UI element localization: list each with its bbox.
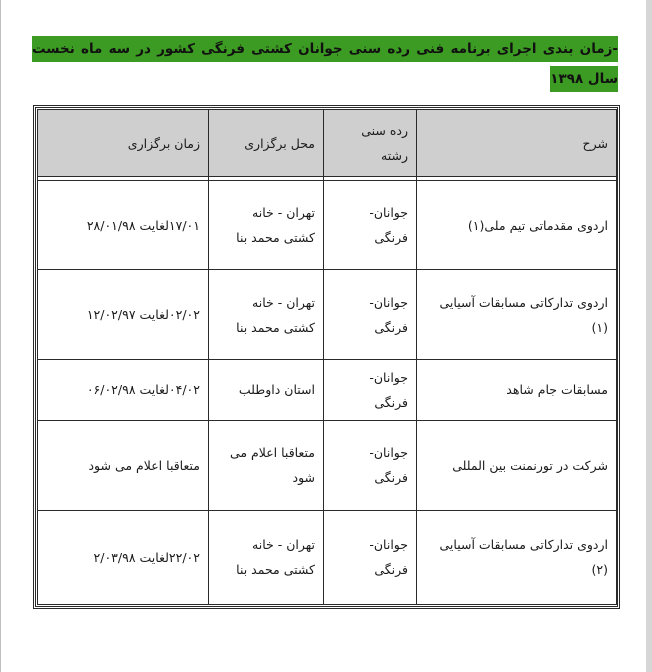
- cell-age-group: جوانان- فرنگی: [324, 360, 417, 420]
- cell-description: اردوی مقدماتی تیم ملی(۱): [417, 181, 617, 270]
- header-description: شرح: [417, 110, 617, 177]
- page-left-edge: [0, 0, 1, 672]
- cell-age-group: جوانان- فرنگی: [324, 270, 417, 360]
- cell-description: اردوی تدارکاتی مسابقات آسیایی (۲): [417, 510, 617, 604]
- schedule-table: [37, 109, 617, 605]
- cell-time-text: ۰۲/۰۲لغایت ۱۲/۰۲/۹۷: [86, 307, 200, 323]
- cell-venue: تهران - خانه کشتی محمد بنا: [209, 510, 324, 604]
- cell-time: [38, 270, 209, 360]
- page-right-edge: [646, 0, 652, 672]
- heading-text: -زمان بندی اجرای برنامه فنی رده سنی جوانان کشتی فرنگی کشور در سه ماه نخست سال ۱۳۹۸: [32, 36, 618, 92]
- table-row: [38, 360, 617, 420]
- cell-venue: تهران - خانه کشتی محمد بنا: [209, 270, 324, 360]
- table-row: [38, 510, 617, 604]
- cell-description: شرکت در تورنمنت بین المللی: [417, 420, 617, 510]
- table-row: [38, 420, 617, 510]
- cell-venue: تهران - خانه کشتی محمد بنا: [209, 181, 324, 270]
- header-time: زمان برگزاری: [38, 110, 209, 177]
- header-venue: محل برگزاری: [209, 110, 324, 177]
- document-heading: [32, 34, 618, 94]
- table-row: [38, 270, 617, 360]
- cell-age-group: جوانان- فرنگی: [324, 510, 417, 604]
- cell-time: [38, 360, 209, 420]
- cell-time: [38, 181, 209, 270]
- cell-description: اردوی تدارکاتی مسابقات آسیایی (۱): [417, 270, 617, 360]
- cell-time: [38, 510, 209, 604]
- cell-time-text: متعاقبا اعلام می شود: [88, 457, 200, 473]
- cell-venue: متعاقبا اعلام می شود: [209, 420, 324, 510]
- cell-venue: استان داوطلب: [209, 360, 324, 420]
- table-header-row: [38, 110, 617, 177]
- cell-age-group: جوانان- فرنگی: [324, 181, 417, 270]
- cell-age-group: جوانان- فرنگی: [324, 420, 417, 510]
- table-row: [38, 181, 617, 270]
- cell-time-text: ۲۲/۰۲لغایت ۲/۰۳/۹۸: [93, 549, 200, 565]
- cell-description: مسابقات جام شاهد: [417, 360, 617, 420]
- cell-time-text: ۱۷/۰۱لغایت ۲۸/۰۱/۹۸: [86, 217, 200, 233]
- header-age-group: رده سنی رشته: [324, 110, 417, 177]
- cell-time-text: ۰۴/۰۲لغایت ۰۶/۰۲/۹۸: [86, 382, 200, 398]
- cell-time: [38, 420, 209, 510]
